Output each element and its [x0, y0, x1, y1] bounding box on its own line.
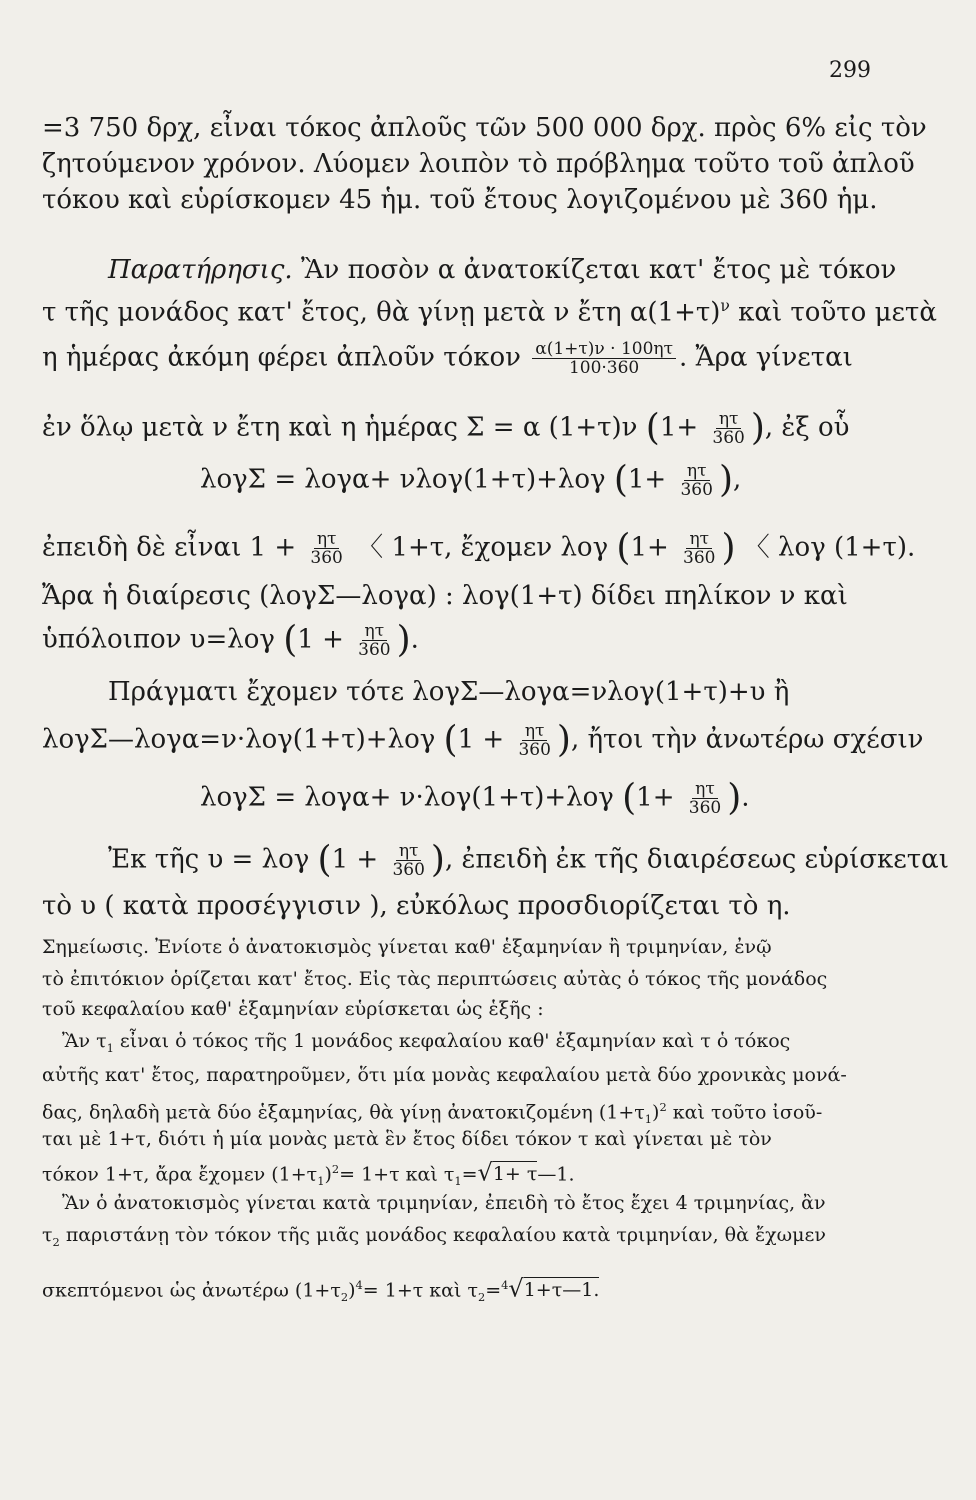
fraction-numerator: α(1+τ)ν · 100ητ	[532, 340, 676, 359]
note-line	[42, 1222, 826, 1255]
text-segment: λογΣ = λογα+ ν·λογ(1+τ)+λογ	[200, 782, 614, 813]
radicand: 1+τ—1.	[523, 1279, 600, 1302]
note-line: αὐτῆς κατ' ἔτος, παρατηροῦμεν, ὅτι μία μονὰς κεφαλαίου μετὰ δύο χρονικὰς μονά-	[42, 1064, 847, 1086]
fraction-denominator: 360	[680, 480, 713, 500]
exponent: 4	[355, 1278, 363, 1292]
note-line: Ἂν ὁ ἀνατοκισμὸς γίνεται κατὰ τριμηνίαν, ἐπειδὴ τὸ ἔτος ἔχει 4 τριμηνίας, ἂν	[62, 1192, 826, 1214]
text-segment: 1 +	[297, 624, 344, 655]
text-segment: —1.	[537, 1163, 575, 1186]
text-line: ζητούμενον χρόνον. Λύομεν λοιπὸν τὸ πρόβλημα τοῦτο τοῦ ἀπλοῦ	[42, 149, 915, 179]
text-segment: τ τῆς μονάδος κατ' ἔτος, θὰ γίνῃ μετὰ ν ἔτη α(1+τ)	[42, 297, 721, 328]
fraction-numerator: ητ	[686, 530, 712, 549]
paren-open: (	[443, 719, 458, 761]
note-line: τοῦ κεφαλαίου καθ' ἑξαμηνίαν εὑρίσκεται ὡς ἑξῆς :	[42, 998, 544, 1020]
text-segment: Ἂν τ	[62, 1030, 107, 1052]
text-line	[200, 777, 750, 819]
fraction-denominator: 360	[518, 740, 551, 760]
paren-open: (	[317, 839, 332, 881]
fraction-numerator: ητ	[396, 842, 422, 861]
fraction-numerator: ητ	[716, 410, 742, 429]
fraction-numerator: ητ	[692, 780, 718, 799]
text-segment: ἐπειδὴ δὲ εἶναι 1 +	[42, 532, 297, 563]
text-segment: )	[348, 1279, 356, 1302]
text-segment: καὶ τοῦτο μετὰ	[738, 297, 937, 328]
text-segment: .	[410, 624, 419, 655]
subscript: 1	[454, 1174, 462, 1189]
text-segment: Ἐκ τῆς υ = λογ	[108, 844, 310, 875]
text-segment: 〈 λογ (1+τ).	[743, 532, 916, 563]
radical-sign-icon: √	[477, 1158, 493, 1187]
text-segment: =	[485, 1279, 502, 1302]
text-line	[108, 839, 949, 881]
subscript: 2	[478, 1290, 486, 1305]
text-line: =3 750 δρχ, εἶναι τόκος ἀπλοῦς τῶν 500 000 δρχ. πρὸς 6% εἰς τὸν	[42, 113, 927, 143]
subscript: 2	[340, 1290, 349, 1305]
fraction-numerator: ητ	[522, 722, 548, 741]
fraction-denominator: 360	[358, 640, 391, 660]
text-segment: )	[652, 1101, 660, 1124]
text-segment: ,	[732, 464, 742, 495]
note-line: Σημείωσις. Ἐνίοτε ὁ ἀνατοκισμὸς γίνεται καθ' ἑξαμηνίαν ἢ τριμηνίαν, ἐνῷ	[42, 936, 772, 958]
note-line	[62, 1028, 790, 1061]
fraction	[677, 462, 715, 499]
fraction	[709, 410, 747, 447]
remark-heading: Παρατήρησις.	[108, 255, 293, 285]
fraction-numerator: ητ	[684, 462, 710, 481]
subscript: 1	[644, 1112, 653, 1127]
fraction	[686, 780, 724, 817]
text-line	[42, 619, 419, 661]
paren-close: )	[396, 619, 411, 661]
text-segment: = 1+τ καὶ τ	[362, 1279, 478, 1302]
paren-close: )	[721, 527, 736, 569]
root-index: 4	[501, 1278, 509, 1292]
text-segment: παριστάνῃ τὸν τόκον τῆς μιᾶς μονάδος κεφαλαίου κατὰ τριμηνίαν, θὰ ἔχωμεν	[65, 1224, 826, 1246]
text-segment: 1 +	[331, 844, 379, 875]
paren-close: )	[556, 719, 571, 761]
text-segment: ἐν ὅλῳ μετὰ ν ἔτη καὶ η ἡμέρας Σ = α (1+τ)ν	[42, 412, 638, 443]
text-segment: , ἐξ οὗ	[764, 412, 850, 443]
text-segment: τ	[42, 1224, 53, 1246]
fraction-denominator: 100·360	[568, 358, 640, 378]
text-line	[200, 459, 742, 501]
text-line	[42, 407, 850, 449]
radical-sign-icon: √	[508, 1274, 524, 1303]
text-line	[42, 527, 916, 569]
text-segment: 1+	[659, 412, 699, 443]
fraction-denominator: 360	[310, 548, 343, 568]
paren-close: )	[727, 777, 742, 819]
text-segment: 1+	[630, 532, 669, 563]
text-segment: .	[741, 782, 750, 813]
text-segment: = 1+τ καὶ τ	[339, 1163, 455, 1186]
text-segment: 〈 1+τ, ἔχομεν λογ	[357, 532, 609, 563]
subscript: 1	[317, 1174, 325, 1189]
fraction-denominator: 360	[688, 798, 722, 818]
exponent: 2	[659, 1100, 667, 1114]
text-segment: =	[461, 1163, 478, 1186]
text-segment: λογΣ—λογα=ν·λογ(1+τ)+λογ	[42, 724, 436, 755]
text-line	[42, 290, 937, 329]
text-segment: , ἐπειδὴ ἐκ τῆς διαιρέσεως εὑρίσκεται	[444, 844, 949, 875]
subscript: 2	[52, 1234, 60, 1249]
fraction-denominator: 360	[392, 860, 425, 880]
exponent: ν	[720, 297, 730, 315]
text-line: Πράγματι ἔχομεν τότε λογΣ—λογα=νλογ(1+τ)+υ ἢ	[108, 677, 790, 707]
fraction	[355, 622, 393, 659]
note-line	[42, 1156, 575, 1194]
note-line: τὸ ἐπιτόκιον ὁρίζεται κατ' ἔτος. Εἰς τὰς περιπτώσεις αὐτὰς ὁ τόκος τῆς μονάδος	[42, 968, 828, 990]
text-segment: ὑπόλοιπον υ=λογ	[42, 624, 275, 655]
text-segment: η ἡμέρας ἀκόμη φέρει ἀπλοῦν τόκον	[42, 342, 521, 373]
paren-close: )	[718, 459, 733, 501]
subscript: 1	[106, 1040, 114, 1055]
note-line: ται μὲ 1+τ, διότι ἡ μία μονὰς μετὰ ἓν ἔτος δίδει τόκον τ καὶ γίνεται μὲ τὸν	[42, 1128, 772, 1150]
text-segment: 1 +	[457, 724, 505, 755]
text-line: τόκου καὶ εὑρίσκομεν 45 ἡμ. τοῦ ἔτους λογιζομένου μὲ 360 ἡμ.	[42, 185, 878, 215]
text-segment: καὶ τοῦτο ἰσοῦ-	[672, 1101, 823, 1124]
text-segment: . Ἄρα γίνεται	[679, 342, 853, 373]
text-segment: τόκον 1+τ, ἄρα ἔχομεν (1+τ	[42, 1163, 318, 1186]
fraction	[389, 842, 427, 879]
exponent: 2	[331, 1162, 340, 1176]
text-segment: )	[324, 1163, 332, 1186]
text-segment: σκεπτόμενοι ὡς ἀνωτέρω (1+τ	[42, 1279, 341, 1302]
remark-line	[108, 254, 896, 286]
text-segment: εἶναι ὁ τόκος τῆς 1 μονάδος κεφαλαίου καθ' ἑξαμηνίαν καὶ τ ὁ τόκος	[119, 1030, 791, 1052]
paren-open: (	[283, 619, 298, 661]
fraction	[532, 340, 676, 377]
text-line: Ἄρα ἡ διαίρεσις (λογΣ—λογα) : λογ(1+τ) δίδει πηλίκον ν καὶ	[42, 581, 848, 611]
fraction	[680, 530, 718, 567]
remark-text: Ἂν ποσὸν α ἀνατοκίζεται κατ' ἔτος μὲ τόκον	[300, 255, 897, 285]
paren-open: (	[645, 407, 660, 449]
text-segment: 1+	[627, 464, 667, 495]
page-number: 299	[829, 58, 871, 83]
text-line	[42, 719, 924, 761]
text-segment: δας, δηλαδὴ μετὰ δύο ἑξαμηνίας, θὰ γίνῃ ἀνατοκιζομένη (1+τ	[42, 1101, 645, 1124]
text-segment: 1+	[636, 782, 675, 813]
paren-open: (	[616, 527, 631, 569]
paren-close: )	[430, 839, 445, 881]
fraction	[307, 530, 345, 567]
fraction-denominator: 360	[712, 428, 745, 448]
paren-close: )	[750, 407, 765, 449]
paren-open: (	[622, 777, 637, 819]
text-segment: , ἤτοι τὴν ἀνωτέρω σχέσιν	[570, 724, 924, 755]
paren-open: (	[613, 459, 628, 501]
fraction-denominator: 360	[683, 548, 716, 568]
text-line	[42, 340, 853, 377]
fraction	[515, 722, 553, 759]
fraction-numerator: ητ	[314, 530, 340, 549]
note-line	[42, 1272, 599, 1310]
fraction-numerator: ητ	[362, 622, 388, 641]
text-segment: λογΣ = λογα+ νλογ(1+τ)+λογ	[200, 464, 606, 495]
text-line: τὸ υ ( κατὰ προσέγγισιν ), εὐκόλως προσδιορίζεται τὸ η.	[42, 891, 791, 921]
radicand: 1+ τ	[492, 1163, 538, 1186]
